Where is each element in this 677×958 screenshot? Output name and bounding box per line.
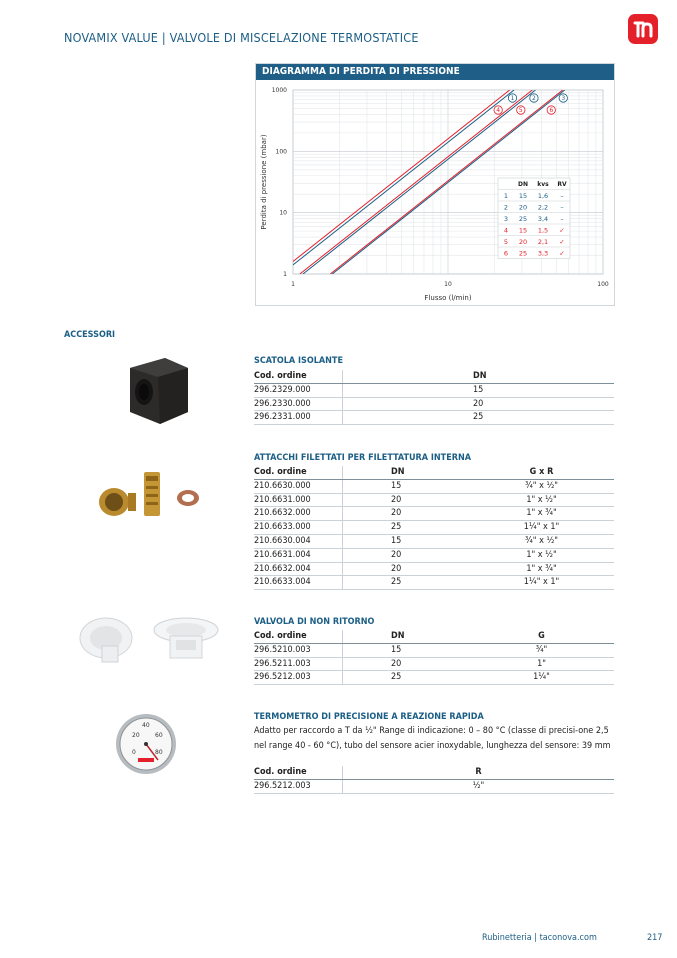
legend-cell: 15 <box>518 192 528 200</box>
legend-cell: ✓ <box>559 249 565 258</box>
table-header-row <box>254 370 614 383</box>
legend-cell: ✓ <box>559 226 565 235</box>
cell-dn: 15 <box>343 643 470 657</box>
legend-cell: 2 <box>503 203 509 212</box>
y-tick-label: 100 <box>275 148 287 156</box>
cell-cod: 210.6633.004 <box>254 576 343 590</box>
table-header-row <box>254 630 614 643</box>
termometro-table <box>254 766 614 794</box>
table-row <box>254 479 614 493</box>
col-header-dn: DN <box>343 370 615 383</box>
x-axis-label: Flusso (l/min) <box>424 294 472 302</box>
insulation-box-image <box>120 350 195 430</box>
legend-cell: ✓ <box>559 238 565 246</box>
y-tick-label: 10 <box>279 209 287 217</box>
table-row <box>254 397 614 411</box>
col-header-gxr: G x R <box>469 466 614 479</box>
legend-cell: 15 <box>518 226 528 235</box>
cell-cod: 296.5211.003 <box>254 657 343 671</box>
cell-cod: 296.5212.003 <box>254 779 343 793</box>
attacchi-table <box>254 466 614 590</box>
footer-section: Rubinetteria | taconova.com <box>482 933 597 943</box>
table-row <box>254 779 614 793</box>
taconova-logo <box>628 14 658 44</box>
cell-dn: 20 <box>343 657 470 671</box>
cell-gxr: 1" x ½" <box>469 493 614 507</box>
legend-cell: 1,6 <box>537 192 549 200</box>
col-header-dn: DN <box>343 466 470 479</box>
chart-title: DIAGRAMMA DI PERDITA DI PRESSIONE <box>256 64 614 80</box>
legend-cell: 6 <box>503 249 509 258</box>
thermometer-image <box>110 710 186 778</box>
cell-dn: 25 <box>343 521 470 535</box>
table-row <box>254 507 614 521</box>
gauge-label: 20 <box>132 732 140 739</box>
legend-header: RV <box>557 181 567 188</box>
col-header-cod: Cod. ordine <box>254 630 343 643</box>
legend-cell: 3,3 <box>537 249 549 258</box>
cell-dn: 25 <box>343 671 470 685</box>
check-valve-image <box>72 612 222 670</box>
y-tick-label: 1 <box>283 271 287 278</box>
cell-g: 1¼" <box>469 671 614 685</box>
legend-cell: 1 <box>503 192 509 200</box>
legend-cell: 3 <box>503 215 509 223</box>
x-tick-label: 10 <box>444 281 452 288</box>
gauge-label: 0 <box>132 749 136 756</box>
cell-gxr: ¾" x ½" <box>469 479 614 493</box>
gauge-label: 60 <box>155 732 163 739</box>
series-marker-label: 6 <box>549 107 554 115</box>
legend-cell: 4 <box>503 226 509 235</box>
termometro-description: Adatto per raccordo a T da ½" Range di indicazione: 0 – 80 °C (classe di precisi-one 2,5 nel range 40 - 60 °C), tubo del sensore acier inoxydable, lunghezza del sensore: 39 mm <box>254 726 611 751</box>
table-row <box>254 534 614 548</box>
cell-cod: 210.6631.000 <box>254 493 343 507</box>
cell-gxr: 1¼" x 1" <box>469 521 614 535</box>
cell-gxr: 1¼" x 1" <box>469 576 614 590</box>
cell-cod: 210.6631.004 <box>254 548 343 562</box>
attacchi-title: ATTACCHI FILETTATI PER FILETTATURA INTERNA <box>254 453 472 463</box>
cell-dn: 20 <box>343 548 470 562</box>
col-header-g: G <box>469 630 614 643</box>
col-header-cod: Cod. ordine <box>254 766 343 779</box>
legend-cell: 20 <box>518 238 528 246</box>
table-row <box>254 548 614 562</box>
col-header-dn: DN <box>343 630 470 643</box>
col-header-cod: Cod. ordine <box>254 466 343 479</box>
cell-gxr: 1" x ½" <box>469 548 614 562</box>
legend-cell: 2,2 <box>537 203 549 212</box>
threaded-fittings-image <box>94 466 216 526</box>
series-marker-label: 1 <box>510 95 515 103</box>
table-row <box>254 493 614 507</box>
y-tick-label: 1000 <box>271 87 287 94</box>
legend-header: DN <box>517 181 529 188</box>
cell-cod: 296.5212.003 <box>254 671 343 685</box>
col-header-cod: Cod. ordine <box>254 370 343 383</box>
legend-cell: 5 <box>503 238 509 246</box>
cell-dn: 25 <box>343 576 470 590</box>
page-title: NOVAMIX VALUE | VALVOLE DI MISCELAZIONE TERMOSTATICE <box>64 30 419 45</box>
cell-cod: 296.2331.000 <box>254 411 343 425</box>
cell-cod: 296.2330.000 <box>254 397 343 411</box>
legend-cell: – <box>560 215 564 223</box>
table-header-row <box>254 766 614 779</box>
table-row <box>254 671 614 685</box>
cell-gxr: 1" x ¾" <box>469 562 614 576</box>
cell-cod: 210.6632.004 <box>254 562 343 576</box>
series-marker-label: 5 <box>518 107 523 115</box>
legend-header: kvs <box>537 181 549 188</box>
cell-cod: 210.6630.004 <box>254 534 343 548</box>
table-row <box>254 383 614 397</box>
x-tick-label: 1 <box>291 281 295 288</box>
cell-dn: 20 <box>343 562 470 576</box>
cell-cod: 210.6633.000 <box>254 521 343 535</box>
valvola-table <box>254 630 614 685</box>
table-header-row <box>254 466 614 479</box>
x-tick-label: 100 <box>597 281 609 288</box>
legend-cell: – <box>560 203 564 212</box>
page-number: 217 <box>647 933 663 943</box>
legend-cell: – <box>560 192 564 200</box>
chart-canvas <box>256 80 614 305</box>
legend-cell: 2,1 <box>537 238 549 246</box>
table-row <box>254 657 614 671</box>
cell-cod: 296.5210.003 <box>254 643 343 657</box>
legend-table <box>498 178 570 259</box>
cell-g: ¾" <box>469 643 614 657</box>
series-marker-label: 4 <box>496 107 501 115</box>
table-row <box>254 643 614 657</box>
cell-dn: 20 <box>343 493 470 507</box>
cell-dn: 25 <box>343 411 615 425</box>
scatola-table <box>254 370 614 425</box>
termometro-title: TERMOMETRO DI PRECISIONE A REAZIONE RAPIDA <box>254 712 484 722</box>
cell-cod: 210.6632.000 <box>254 507 343 521</box>
legend-cell: 1,5 <box>537 226 549 235</box>
cell-dn: 15 <box>343 383 615 397</box>
gauge-label: 40 <box>142 722 150 729</box>
cell-dn: 20 <box>343 397 615 411</box>
cell-cod: 296.2329.000 <box>254 383 343 397</box>
cell-gxr: ¾" x ½" <box>469 534 614 548</box>
cell-g: 1" <box>469 657 614 671</box>
scatola-title: SCATOLA ISOLANTE <box>254 356 343 366</box>
cell-dn: 15 <box>343 479 470 493</box>
y-axis-label: Perdita di pressione (mbar) <box>260 134 268 230</box>
series-marker-label: 2 <box>532 95 536 103</box>
cell-gxr: 1" x ¾" <box>469 507 614 521</box>
cell-dn: 15 <box>343 534 470 548</box>
cell-dn: 20 <box>343 507 470 521</box>
table-row <box>254 562 614 576</box>
cell-r: ½" <box>343 779 615 793</box>
table-row <box>254 411 614 425</box>
section-label-accessori: ACCESSORI <box>64 330 116 340</box>
gauge-label: 80 <box>155 749 163 756</box>
valvola-title: VALVOLA DI NON RITORNO <box>254 617 375 627</box>
table-row <box>254 576 614 590</box>
legend-cell: 25 <box>518 215 528 223</box>
col-header-r: R <box>343 766 615 779</box>
legend-cell: 20 <box>518 203 528 212</box>
cell-cod: 210.6630.000 <box>254 479 343 493</box>
pressure-loss-chart <box>255 63 615 306</box>
table-row <box>254 521 614 535</box>
legend-cell: 25 <box>518 249 528 258</box>
series-marker-label: 3 <box>561 95 566 103</box>
legend-cell: 3,4 <box>537 215 549 223</box>
